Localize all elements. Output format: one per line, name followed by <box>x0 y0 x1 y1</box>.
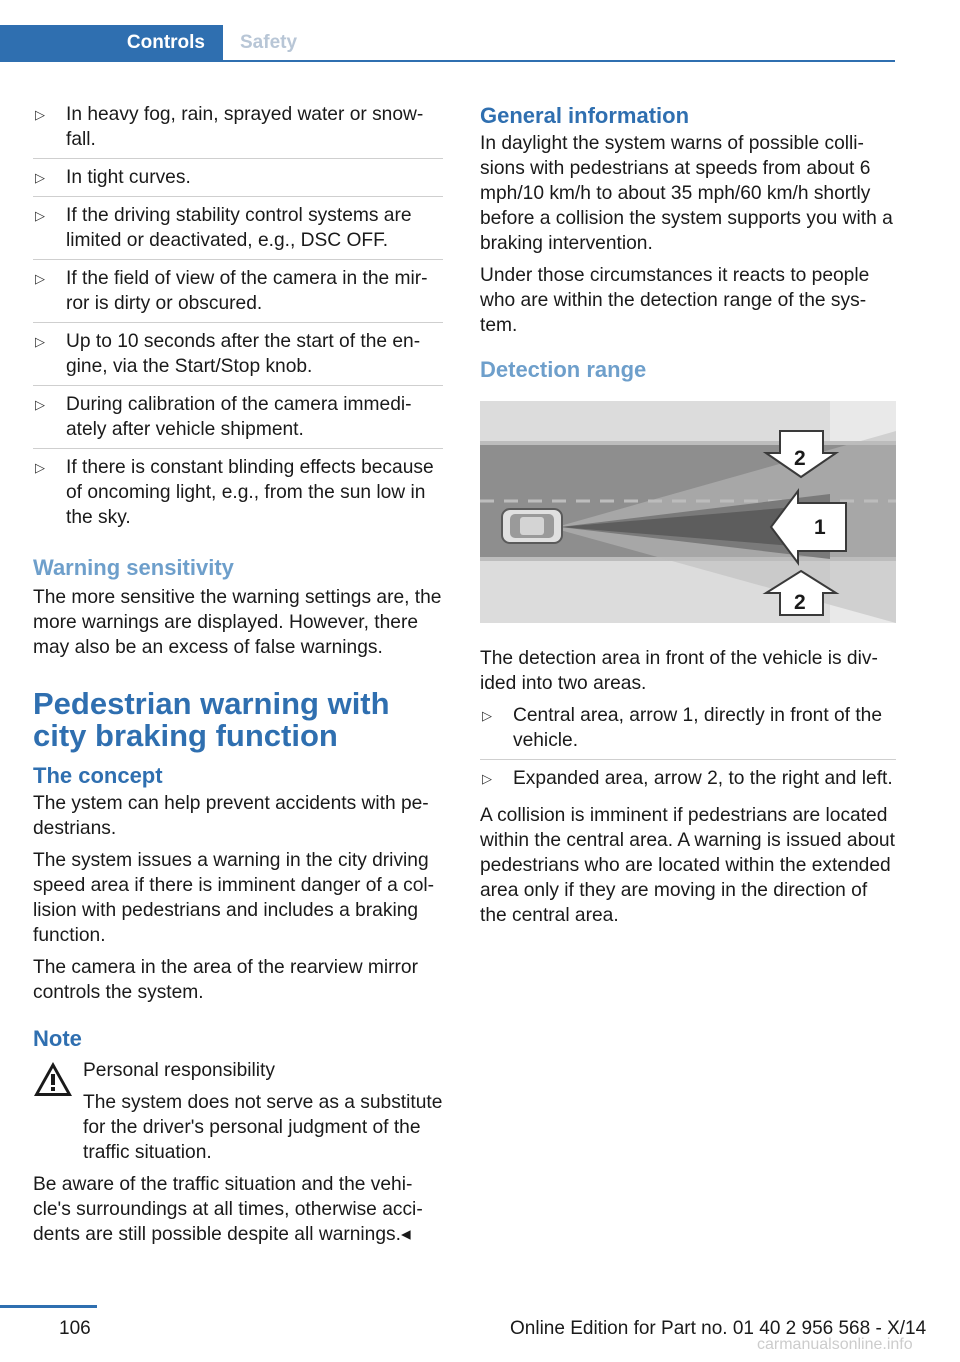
concept-paragraph: The ystem can help prevent accidents with pedestrians. <box>33 793 429 839</box>
footer-edition-text: Online Edition for Part no. 01 40 2 956 568 - X/14 <box>510 1318 927 1339</box>
bullet-triangle-icon: ▷ <box>35 170 45 185</box>
general-paragraph: Under those circumstances it reacts to people who are within the detection range of the system. <box>480 265 870 336</box>
note-title: Personal responsibility <box>83 1060 275 1081</box>
warning-sensitivity-heading: Warning sensitivity <box>33 555 234 580</box>
list-item: ▷ Central area, arrow 1, directly in front of the vehicle. <box>480 703 896 760</box>
list-item: ▷ In tight curves. <box>33 165 443 197</box>
bullet-triangle-icon: ▷ <box>482 708 492 723</box>
detection-range-figure <box>480 401 896 623</box>
general-paragraph: In daylight the system warns of possible collisions with pedestrians at speeds from about 6 mph/10 km/h to about 35 mph/60 km/h shortly before a collision the system supports you with a braking intervention. <box>480 133 893 254</box>
limitations-list <box>33 102 443 536</box>
bullet-triangle-icon: ▷ <box>35 334 45 349</box>
note-heading: Note <box>33 1026 82 1051</box>
list-item: ▷ If there is constant blinding effects because of oncoming light, e.g., from the sun low in the sky. <box>35 457 434 528</box>
list-item: ▷ In heavy fog, rain, sprayed water or snowfall. <box>33 102 443 159</box>
bullet-triangle-icon: ▷ <box>482 771 492 786</box>
bullet-triangle-icon: ▷ <box>35 397 45 412</box>
general-information-heading: General information <box>480 103 690 128</box>
bullet-triangle-icon: ▷ <box>35 460 45 475</box>
tab-controls[interactable]: Controls <box>0 25 223 60</box>
concept-paragraph: The system issues a warning in the city driving speed area if there is imminent danger of a collision with pedestrians and includes a braking function. <box>33 850 435 946</box>
note-paragraph: Be aware of the traffic situation and the vehicle's surroundings at all times, otherwise accidents are still possible despite all warnings.◂ <box>33 1174 423 1245</box>
list-item: ▷ Expanded area, arrow 2, to the right and left. <box>482 768 893 789</box>
warning-sensitivity-text: The more sensitive the warning settings are, the more warnings are displayed. However, there may also be an excess of false warnings. <box>33 587 442 658</box>
figure-label: 2 <box>794 591 806 614</box>
footer-rule <box>0 1305 97 1308</box>
detection-paragraph: The detection area in front of the vehicle is divided into two areas. <box>480 648 878 694</box>
detection-paragraph: A collision is imminent if pedestrians are located within the central area. A warning is issued about pedestrians who are located within the extended area only if they are moving in the direction of the central area. <box>480 805 895 926</box>
tab-safety[interactable]: Safety <box>240 32 298 53</box>
list-item: ▷ If the field of view of the camera in the mirror is dirty or obscured. <box>33 266 443 323</box>
list-item: ▷ If the driving stability control systems are limited or deactivated, e.g., DSC OFF. <box>33 203 443 260</box>
concept-heading: The concept <box>33 763 163 788</box>
warning-triangle-icon <box>33 1061 73 1097</box>
detection-areas-list <box>480 703 896 797</box>
watermark: carmanualsonline.info <box>757 1336 913 1353</box>
page-number: 106 <box>59 1318 91 1339</box>
right-column <box>480 102 896 935</box>
bullet-triangle-icon: ▷ <box>35 271 45 286</box>
concept-paragraph: The camera in the area of the rearview mirror controls the system. <box>33 957 418 1003</box>
left-column <box>33 102 443 1254</box>
detection-range-heading: Detection range <box>480 357 647 382</box>
bullet-triangle-icon: ▷ <box>35 107 45 122</box>
section-tab-bar <box>0 25 895 62</box>
section-heading: Pedestrian warning with city braking function <box>33 686 390 753</box>
bullet-triangle-icon: ▷ <box>35 208 45 223</box>
figure-label: 2 <box>794 447 806 470</box>
figure-label: 1 <box>814 516 826 539</box>
list-item: ▷ Up to 10 seconds after the start of the engine, via the Start/Stop knob. <box>33 329 443 386</box>
list-item: ▷ During calibration of the camera immediately after vehicle shipment. <box>33 392 443 449</box>
note-block <box>33 1058 443 1165</box>
note-paragraph: The system does not serve as a substitute for the driver's personal judgment of the traffic situation. <box>83 1092 443 1163</box>
